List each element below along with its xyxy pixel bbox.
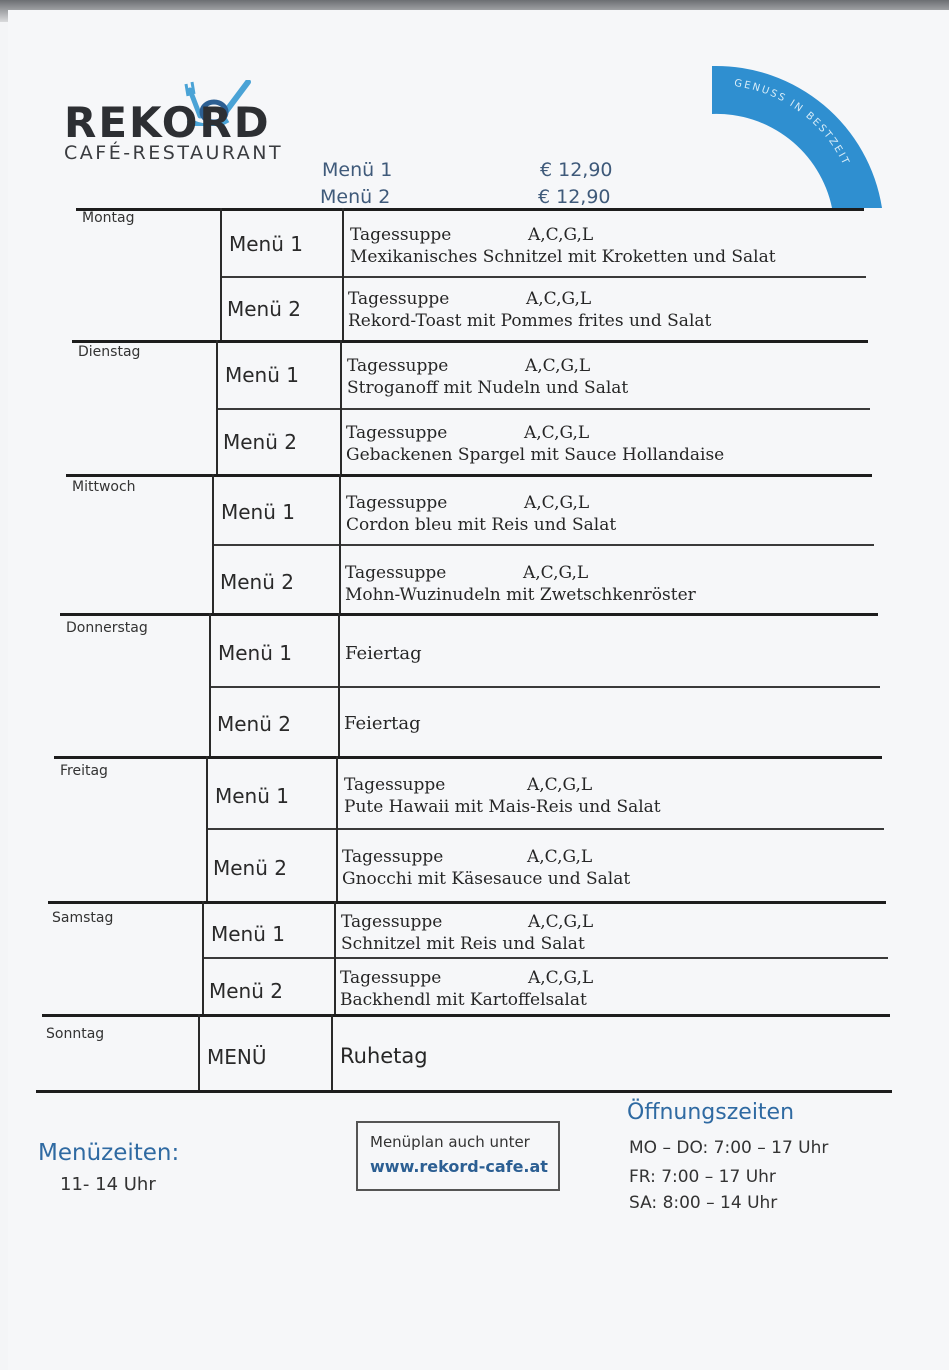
dish-entry	[346, 492, 616, 536]
menu-label: MENÜ	[207, 1045, 267, 1069]
soup-label: Tagessuppe	[341, 912, 443, 932]
menu-label: Menü 2	[220, 570, 294, 594]
column-divider	[336, 756, 338, 901]
dish-name: Rekord-Toast mit Pommes frites und Salat	[348, 311, 712, 331]
soup-label: Tagessuppe	[345, 563, 447, 583]
allergen-codes: A,C,G,L	[528, 968, 594, 988]
allergen-codes: A,C,G,L	[524, 493, 590, 513]
column-divider	[331, 1014, 333, 1090]
column-divider	[334, 901, 336, 1014]
menu-times-value: 11- 14 Uhr	[60, 1174, 156, 1195]
allergen-codes: A,C,G,L	[526, 289, 592, 309]
price-label: Menü 2	[320, 186, 391, 208]
row-divider	[218, 408, 870, 410]
allergen-codes: A,C,G,L	[527, 775, 593, 795]
row-divider	[36, 1090, 892, 1093]
soup-label: Tagessuppe	[346, 423, 448, 443]
menu-label: Menü 2	[227, 297, 301, 321]
row-divider	[210, 686, 880, 688]
menu-label: Menü 1	[215, 784, 289, 808]
price-value: € 12,90	[538, 186, 611, 208]
menu-label: Menü 1	[221, 500, 295, 524]
dish-entry	[341, 911, 593, 955]
dish-entry	[348, 288, 711, 332]
soup-label: Tagessuppe	[350, 225, 452, 245]
day-label: Mittwoch	[72, 479, 136, 495]
dish-name: Schnitzel mit Reis und Salat	[341, 934, 585, 954]
dish-entry	[346, 422, 724, 466]
menu-label: Menü 1	[218, 641, 292, 665]
website-link[interactable]: www.rekord-cafe.at	[370, 1157, 548, 1176]
rest-day-label: Ruhetag	[340, 1044, 428, 1068]
column-divider	[342, 208, 344, 340]
column-divider	[202, 901, 204, 1014]
dish-entry	[344, 774, 661, 818]
logo-subtitle: CAFÉ-RESTAURANT	[64, 142, 284, 164]
column-divider	[209, 613, 211, 756]
menu-label: Menü 1	[211, 922, 285, 946]
row-divider	[222, 276, 866, 278]
dish-name: Backhendl mit Kartoffelsalat	[340, 990, 587, 1010]
allergen-codes: A,C,G,L	[524, 423, 590, 443]
dish-name: Pute Hawaii mit Mais-Reis und Salat	[344, 797, 661, 817]
dish-entry	[347, 355, 628, 399]
row-divider	[60, 613, 878, 616]
row-divider	[214, 544, 874, 546]
row-divider	[48, 901, 886, 904]
menu-label: Menü 2	[209, 979, 283, 1003]
column-divider	[216, 340, 218, 474]
row-divider	[54, 756, 882, 759]
soup-label: Tagessuppe	[348, 289, 450, 309]
logo-wordmark: REKORD	[64, 98, 271, 147]
row-divider	[42, 1014, 890, 1017]
dish-name: Mohn-Wuzinudeln mit Zwetschkenröster	[345, 585, 696, 605]
soup-label: Tagessuppe	[344, 775, 446, 795]
row-divider	[76, 208, 864, 211]
column-divider	[198, 1014, 200, 1090]
menu-label: Menü 1	[229, 232, 303, 256]
column-divider	[340, 340, 342, 474]
column-divider	[338, 613, 340, 756]
price-label: Menü 1	[322, 159, 393, 181]
dish-name: Mexikanisches Schnitzel mit Kroketten und Salat	[350, 247, 776, 267]
soup-label: Tagessuppe	[347, 356, 449, 376]
column-divider	[212, 474, 214, 613]
day-label: Montag	[82, 210, 135, 226]
allergen-codes: A,C,G,L	[528, 225, 594, 245]
soup-label: Tagessuppe	[342, 847, 444, 867]
menu-label: Menü 2	[217, 712, 291, 736]
menu-times-title: Menüzeiten:	[38, 1140, 180, 1166]
dish-name: Cordon bleu mit Reis und Salat	[346, 515, 617, 535]
opening-hours-line: MO – DO: 7:00 – 17 Uhr	[629, 1138, 829, 1158]
badge-text: GENUSS IN BESTZEIT	[733, 78, 852, 168]
allergen-codes: A,C,G,L	[523, 563, 589, 583]
row-divider	[206, 828, 884, 830]
day-label: Sonntag	[46, 1026, 105, 1042]
dish-entry	[345, 562, 696, 606]
price-value: € 12,90	[540, 159, 613, 181]
dish-entry	[342, 846, 630, 890]
allergen-codes: A,C,G,L	[527, 847, 593, 867]
holiday-label: Feiertag	[345, 643, 422, 664]
day-label: Donnerstag	[66, 620, 148, 636]
opening-hours-line: SA: 8:00 – 14 Uhr	[629, 1193, 778, 1213]
menu-label: Menü 2	[223, 430, 297, 454]
price-row-menu-1	[322, 159, 642, 185]
holiday-label: Feiertag	[344, 713, 421, 734]
row-divider	[72, 340, 868, 343]
day-label: Dienstag	[78, 344, 141, 360]
allergen-codes: A,C,G,L	[525, 356, 591, 376]
opening-hours-title: Öffnungszeiten	[627, 1100, 795, 1125]
menu-label: Menü 2	[213, 856, 287, 880]
menu-label: Menü 1	[225, 363, 299, 387]
website-box	[356, 1121, 560, 1191]
column-divider	[206, 756, 208, 901]
soup-label: Tagessuppe	[340, 968, 442, 988]
dish-entry	[340, 967, 593, 1011]
day-label: Samstag	[52, 910, 114, 926]
column-divider	[339, 474, 341, 613]
opening-hours-line: FR: 7:00 – 17 Uhr	[629, 1167, 776, 1187]
dish-entry	[350, 224, 776, 268]
website-caption: Menüplan auch unter	[370, 1133, 530, 1151]
row-divider	[66, 474, 872, 477]
genuss-badge	[712, 62, 884, 210]
day-label: Freitag	[60, 763, 108, 779]
dish-name: Gebackenen Spargel mit Sauce Hollandaise	[346, 445, 725, 465]
soup-label: Tagessuppe	[346, 493, 448, 513]
allergen-codes: A,C,G,L	[528, 912, 594, 932]
row-divider	[202, 957, 888, 959]
column-divider	[220, 208, 222, 340]
dish-name: Gnocchi mit Käsesauce und Salat	[342, 869, 631, 889]
dish-name: Stroganoff mit Nudeln und Salat	[347, 378, 629, 398]
